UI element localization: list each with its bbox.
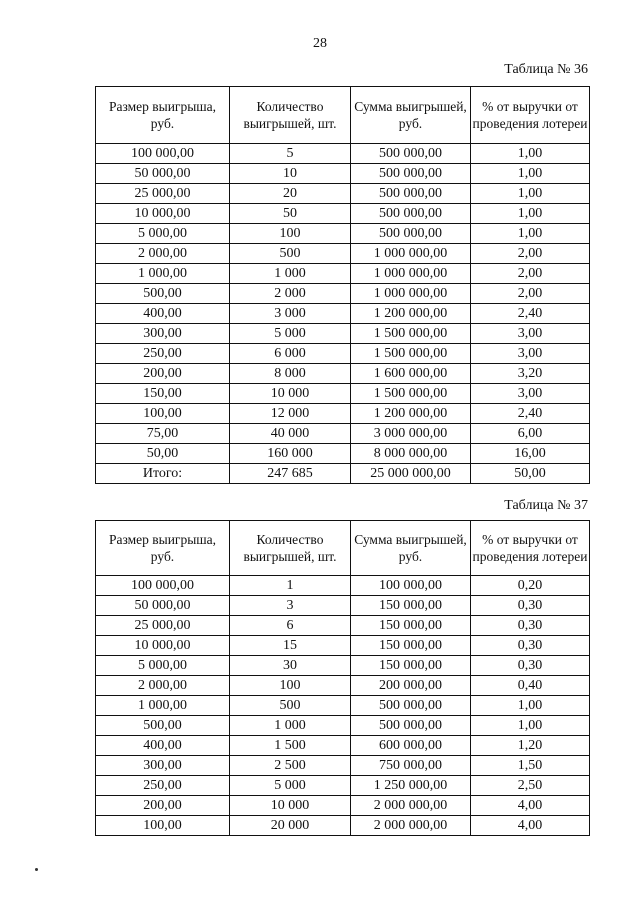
cell-revenue-percent: 0,30	[471, 596, 590, 616]
table-row	[96, 344, 590, 364]
cell-revenue-percent: 50,00	[471, 464, 590, 484]
cell-revenue-percent: 2,00	[471, 244, 590, 264]
cell-prize-count: 3 000	[230, 304, 351, 324]
cell-prize-count: 2 000	[230, 284, 351, 304]
cell-prize-count: 2 500	[230, 756, 351, 776]
cell-revenue-percent: 6,00	[471, 424, 590, 444]
cell-prize-count: 6	[230, 616, 351, 636]
table-row	[96, 776, 590, 796]
cell-prize-sum: 500 000,00	[351, 184, 471, 204]
header-revenue-percent: % от выручки от проведения лотереи	[471, 521, 590, 576]
header-revenue-percent: % от выручки от проведения лотереи	[471, 87, 590, 144]
prize-table-36	[95, 86, 590, 484]
table-row	[96, 284, 590, 304]
cell-prize-size: 2 000,00	[96, 676, 230, 696]
table-36-caption: Таблица № 36	[504, 62, 588, 77]
table-row	[96, 204, 590, 224]
cell-revenue-percent: 2,40	[471, 304, 590, 324]
cell-prize-sum: 150 000,00	[351, 596, 471, 616]
table-row	[96, 464, 590, 484]
table-row	[96, 224, 590, 244]
cell-prize-size: 50 000,00	[96, 596, 230, 616]
cell-prize-sum: 1 600 000,00	[351, 364, 471, 384]
cell-prize-size: 10 000,00	[96, 636, 230, 656]
table-row	[96, 716, 590, 736]
cell-prize-size: 10 000,00	[96, 204, 230, 224]
table-row	[96, 424, 590, 444]
cell-revenue-percent: 0,30	[471, 636, 590, 656]
cell-prize-count: 160 000	[230, 444, 351, 464]
table-row	[96, 576, 590, 596]
cell-revenue-percent: 1,00	[471, 144, 590, 164]
cell-revenue-percent: 4,00	[471, 816, 590, 836]
cell-prize-sum: 500 000,00	[351, 696, 471, 716]
cell-prize-sum: 500 000,00	[351, 204, 471, 224]
cell-prize-sum: 1 200 000,00	[351, 404, 471, 424]
cell-revenue-percent: 3,20	[471, 364, 590, 384]
scan-speck	[35, 868, 38, 871]
cell-prize-count: 1 000	[230, 264, 351, 284]
cell-prize-size: 50,00	[96, 444, 230, 464]
cell-prize-sum: 500 000,00	[351, 716, 471, 736]
cell-prize-size: 200,00	[96, 364, 230, 384]
table-row	[96, 404, 590, 424]
cell-revenue-percent: 2,00	[471, 284, 590, 304]
cell-prize-sum: 750 000,00	[351, 756, 471, 776]
cell-prize-count: 500	[230, 244, 351, 264]
cell-prize-count: 247 685	[230, 464, 351, 484]
cell-prize-size: 400,00	[96, 304, 230, 324]
table-row	[96, 656, 590, 676]
cell-revenue-percent: 3,00	[471, 344, 590, 364]
cell-prize-sum: 1 000 000,00	[351, 244, 471, 264]
table-row	[96, 144, 590, 164]
cell-revenue-percent: 1,00	[471, 224, 590, 244]
cell-prize-sum: 600 000,00	[351, 736, 471, 756]
cell-prize-size: 100 000,00	[96, 576, 230, 596]
table-header-row	[96, 87, 590, 144]
cell-prize-count: 30	[230, 656, 351, 676]
cell-revenue-percent: 2,00	[471, 264, 590, 284]
table-row	[96, 676, 590, 696]
cell-prize-size: 1 000,00	[96, 264, 230, 284]
cell-revenue-percent: 0,40	[471, 676, 590, 696]
header-prize-size: Размер выигрыша, руб.	[96, 87, 230, 144]
table-header-row	[96, 521, 590, 576]
table-row	[96, 736, 590, 756]
cell-prize-size: 100,00	[96, 404, 230, 424]
cell-prize-sum: 1 000 000,00	[351, 284, 471, 304]
cell-prize-sum: 500 000,00	[351, 144, 471, 164]
table-row	[96, 596, 590, 616]
cell-prize-count: 500	[230, 696, 351, 716]
table-row	[96, 696, 590, 716]
table-row	[96, 756, 590, 776]
cell-prize-size: 200,00	[96, 796, 230, 816]
cell-revenue-percent: 2,50	[471, 776, 590, 796]
cell-prize-size: 500,00	[96, 284, 230, 304]
cell-prize-sum: 150 000,00	[351, 616, 471, 636]
table-row	[96, 304, 590, 324]
header-prize-sum: Сумма выигрышей, руб.	[351, 87, 471, 144]
cell-prize-count: 10 000	[230, 796, 351, 816]
table-row	[96, 324, 590, 344]
cell-revenue-percent: 1,00	[471, 696, 590, 716]
table-row	[96, 636, 590, 656]
table-row	[96, 616, 590, 636]
cell-prize-count: 15	[230, 636, 351, 656]
cell-prize-sum: 1 500 000,00	[351, 344, 471, 364]
cell-prize-size: 100 000,00	[96, 144, 230, 164]
cell-prize-count: 5	[230, 144, 351, 164]
cell-revenue-percent: 0,20	[471, 576, 590, 596]
cell-revenue-percent: 1,00	[471, 204, 590, 224]
table-row	[96, 444, 590, 464]
cell-prize-size: 2 000,00	[96, 244, 230, 264]
cell-prize-size: 250,00	[96, 344, 230, 364]
table-row	[96, 796, 590, 816]
cell-prize-sum: 2 000 000,00	[351, 816, 471, 836]
cell-prize-size: 300,00	[96, 756, 230, 776]
cell-prize-count: 8 000	[230, 364, 351, 384]
cell-prize-sum: 25 000 000,00	[351, 464, 471, 484]
table-37-caption: Таблица № 37	[504, 498, 588, 513]
cell-prize-count: 100	[230, 224, 351, 244]
cell-revenue-percent: 0,30	[471, 656, 590, 676]
cell-prize-size: 400,00	[96, 736, 230, 756]
cell-revenue-percent: 1,00	[471, 164, 590, 184]
table-row	[96, 164, 590, 184]
cell-prize-sum: 1 500 000,00	[351, 384, 471, 404]
table-row	[96, 816, 590, 836]
cell-revenue-percent: 3,00	[471, 324, 590, 344]
cell-prize-size: 1 000,00	[96, 696, 230, 716]
header-prize-count: Количество выигрышей, шт.	[230, 521, 351, 576]
cell-prize-count: 1 500	[230, 736, 351, 756]
header-prize-size: Размер выигрыша, руб.	[96, 521, 230, 576]
cell-prize-sum: 1 250 000,00	[351, 776, 471, 796]
cell-prize-size: Итого:	[96, 464, 230, 484]
cell-prize-sum: 1 200 000,00	[351, 304, 471, 324]
cell-revenue-percent: 3,00	[471, 384, 590, 404]
cell-prize-size: 5 000,00	[96, 656, 230, 676]
cell-prize-count: 100	[230, 676, 351, 696]
cell-prize-size: 25 000,00	[96, 184, 230, 204]
cell-prize-sum: 8 000 000,00	[351, 444, 471, 464]
table-row	[96, 184, 590, 204]
cell-prize-count: 1	[230, 576, 351, 596]
cell-prize-count: 6 000	[230, 344, 351, 364]
cell-prize-count: 3	[230, 596, 351, 616]
cell-revenue-percent: 2,40	[471, 404, 590, 424]
cell-prize-count: 10 000	[230, 384, 351, 404]
table-row	[96, 264, 590, 284]
cell-prize-count: 1 000	[230, 716, 351, 736]
cell-prize-sum: 500 000,00	[351, 164, 471, 184]
cell-revenue-percent: 1,00	[471, 184, 590, 204]
cell-prize-sum: 500 000,00	[351, 224, 471, 244]
table-row	[96, 364, 590, 384]
cell-revenue-percent: 1,50	[471, 756, 590, 776]
header-prize-count: Количество выигрышей, шт.	[230, 87, 351, 144]
cell-prize-count: 50	[230, 204, 351, 224]
cell-prize-sum: 3 000 000,00	[351, 424, 471, 444]
cell-prize-size: 75,00	[96, 424, 230, 444]
cell-prize-count: 20	[230, 184, 351, 204]
cell-revenue-percent: 1,00	[471, 716, 590, 736]
cell-prize-size: 50 000,00	[96, 164, 230, 184]
cell-prize-size: 150,00	[96, 384, 230, 404]
cell-prize-sum: 150 000,00	[351, 656, 471, 676]
cell-prize-size: 100,00	[96, 816, 230, 836]
cell-prize-count: 40 000	[230, 424, 351, 444]
cell-prize-sum: 1 000 000,00	[351, 264, 471, 284]
cell-prize-count: 5 000	[230, 324, 351, 344]
cell-revenue-percent: 4,00	[471, 796, 590, 816]
cell-prize-size: 25 000,00	[96, 616, 230, 636]
cell-prize-count: 20 000	[230, 816, 351, 836]
table-row	[96, 384, 590, 404]
cell-prize-size: 500,00	[96, 716, 230, 736]
cell-prize-count: 12 000	[230, 404, 351, 424]
cell-prize-sum: 2 000 000,00	[351, 796, 471, 816]
cell-prize-count: 5 000	[230, 776, 351, 796]
cell-prize-size: 5 000,00	[96, 224, 230, 244]
cell-prize-sum: 100 000,00	[351, 576, 471, 596]
page-number: 28	[313, 36, 327, 51]
cell-revenue-percent: 16,00	[471, 444, 590, 464]
table-row	[96, 244, 590, 264]
cell-prize-sum: 150 000,00	[351, 636, 471, 656]
cell-prize-size: 250,00	[96, 776, 230, 796]
cell-revenue-percent: 1,20	[471, 736, 590, 756]
cell-prize-size: 300,00	[96, 324, 230, 344]
header-prize-sum: Сумма выигрышей, руб.	[351, 521, 471, 576]
prize-table-37	[95, 520, 590, 836]
cell-prize-sum: 200 000,00	[351, 676, 471, 696]
cell-prize-count: 10	[230, 164, 351, 184]
cell-revenue-percent: 0,30	[471, 616, 590, 636]
cell-prize-sum: 1 500 000,00	[351, 324, 471, 344]
